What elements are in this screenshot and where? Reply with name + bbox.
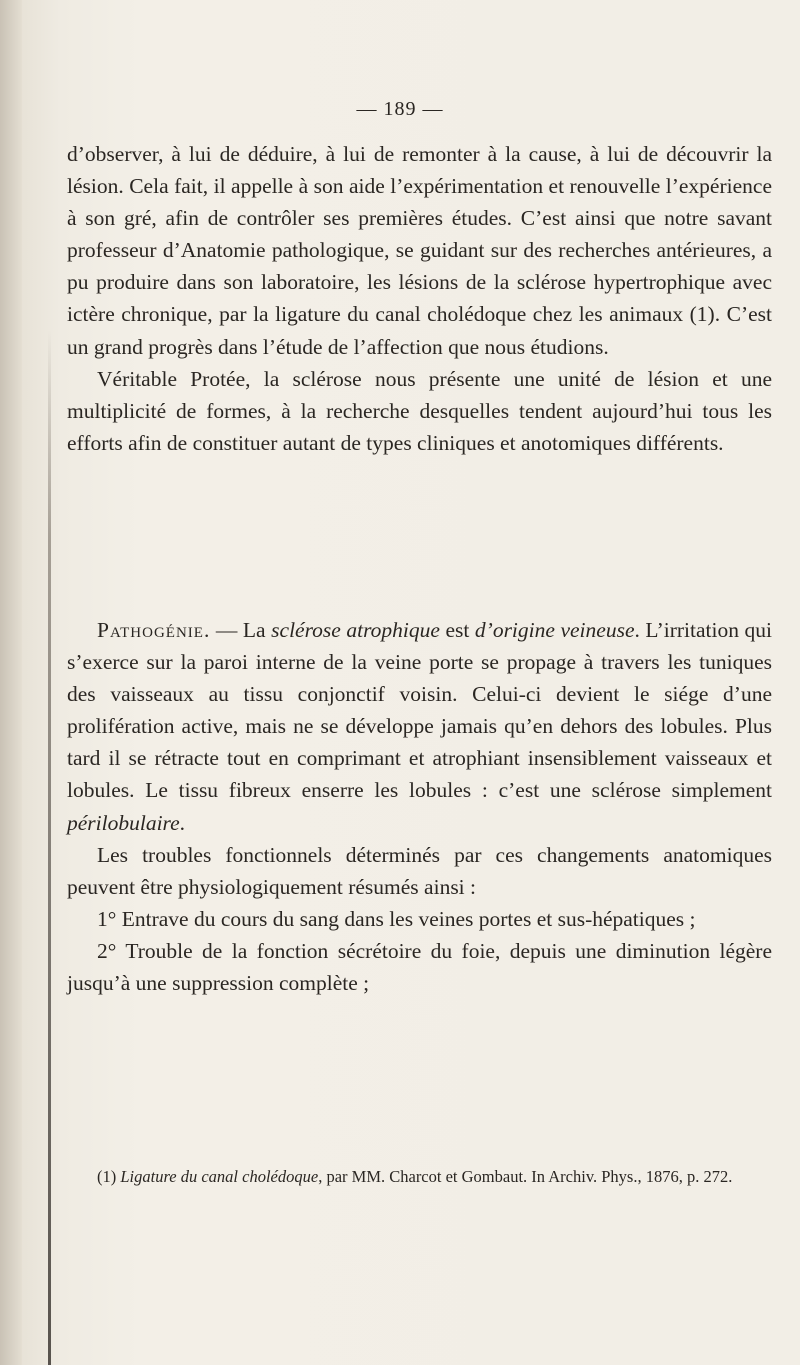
term-sclerose-atrophique: sclérose atrophique: [271, 618, 440, 642]
paragraph-pathogenie: Pathogénie. — La sclérose atrophique est d’origine veineuse. L’irritation qui s’exerce sur la paroi interne de la veine porte se propage à travers les tuniques des vaisseaux au tissu conjonctif voisin. Celui-ci devient le siége d’une prolifération active, mais ne se développe jamais qu’en dehors des lobules. Plus tard il se rétracte tout en comprimant et atrophiant insensiblement vaisseaux et lobules. Le tissu fibreux enserre les lobules : c’est une sclérose simplement périlobulaire.: [67, 618, 772, 835]
list-item-1: 1° Entrave du cours du sang dans les veines portes et sus-hépatiques ;: [97, 906, 696, 931]
page-number: — 189 —: [356, 98, 444, 120]
body-text-lower: [67, 614, 772, 999]
footnote-citation: , par MM. Charcot et Gombaut. In Archiv. Phys., 1876, p. 272.: [318, 1167, 733, 1186]
paragraph-1: d’observer, à lui de déduire, à lui de remonter à la cause, à lui de découvrir la lésion. Cela fait, il appelle à son aide l’expérimentation et renouvelle l’expérience à son gré, afin de contrôler ses premières études. C’est ainsi que notre savant professeur d’Anatomie pathologique, se guidant sur des recherches antérieures, a pu produire dans son laboratoire, les lésions de la sclérose hypertrophique avec ictère chronique, par la ligature du canal cholédoque chez les animaux (1). C’est un grand progrès dans l’étude de l’affection que nous étudions.: [67, 142, 772, 359]
paragraph-troubles: Les troubles fonctionnels déterminés par ces changements anatomiques peuvent être physiologiquement résumés ainsi :: [67, 842, 772, 899]
body-text-upper: [67, 138, 772, 459]
list-item-2: 2° Trouble de la fonction sécrétoire du foie, depuis une diminution légère jusqu’à une suppression complète ;: [67, 938, 772, 996]
page-edge: [0, 0, 22, 1365]
section-heading: Pathogénie.: [97, 618, 211, 642]
footnote-title: Ligature du canal cholédoque: [120, 1167, 319, 1186]
paragraph-2: Véritable Protée, la sclérose nous présente une unité de lésion et une multiplicité de formes, à la recherche desquelles tendent aujourd’hui tous les efforts afin de constituer autant de types cliniques et anotomiques différents.: [67, 366, 772, 455]
footnote: [67, 1164, 772, 1189]
binding-shadow: [48, 330, 51, 1365]
term-origine-veineuse: d’origine veineuse: [474, 618, 635, 642]
footnote-number: (1): [97, 1167, 121, 1186]
term-perilobulaire: périlobulaire: [67, 810, 180, 835]
